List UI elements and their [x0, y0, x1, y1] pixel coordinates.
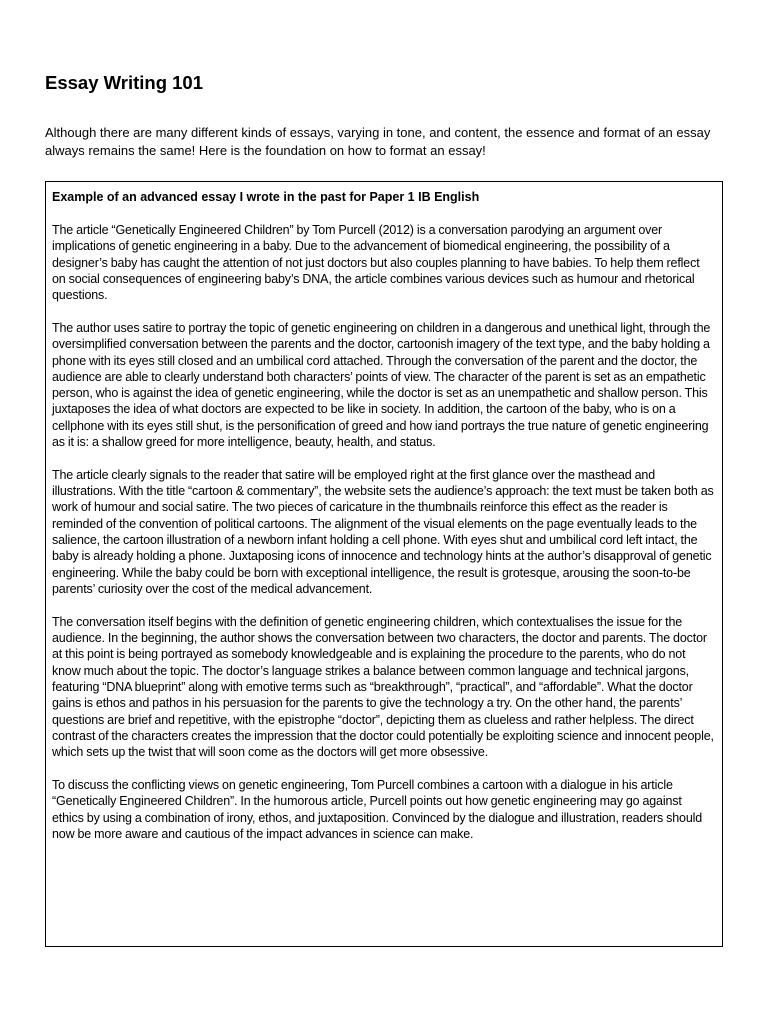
essay-heading: Example of an advanced essay I wrote in the past for Paper 1 IB English — [52, 190, 480, 204]
intro-paragraph: Although there are many different kinds of essays, varying in tone, and content, the essence and format of an essay always remains the same! Here is the foundation on how to format an essay! — [45, 125, 711, 158]
essay-paragraph-conclusion: To discuss the conflicting views on genetic engineering, Tom Purcell combines a cartoon with a dialogue in his article “Genetically Engineered Children”. In the humorous article, Purcell points out how genetic engineering may go against ethics by using a combination of irony, ethos, and juxtaposition. Convinced by the dialogue and illustration, readers should now be more aware and cautious of the impact advances in science can make. — [52, 777, 703, 841]
essay-paragraph-conversation: The conversation itself begins with the definition of genetic engineering children, which contextualises the issue for the audience. In the beginning, the author shows the conversation between two characters, the doctor and parents. The doctor at this point is being portrayed as somebody knowledgeable and is explaining the procedure to the parents, who do not know much about the topic. The doctor’s language strikes a balance between common language and technical jargons, featuring “DNA blueprint” along with emotive terms such as “breakthrough”, “practical”, and “affordable”. What the doctor gains is ethos and pathos in his persuasion for the parents to give the technology a try. On the other hand, the parents’ questions are brief and repetitive, with the epistrophe “doctor”, depicting them as clueless and rather helpless. The direct contrast of the characters creates the impression that the doctor could potentially be exploiting science and innocent people, which sets up the twist that will soon come as the doctors will get more obsessive. — [52, 614, 714, 760]
page-title: Essay Writing 101 — [45, 72, 204, 93]
essay-paragraph-masthead: The article clearly signals to the reader that satire will be employed right at the first glance over the masthead and illustrations. With the title “cartoon & commentary”, the website sets the audience’s approach: the text must be taken both as work of humour and social satire. The two pieces of caricature in the thumbnails reinforce this effect as the reader is reminded of the convention of political cartoons. The alignment of the visual elements on the page eventually leads to the salience, the cartoon illustration of a newborn infant holding a cell phone. With eyes shut and umbilical cord left intact, the baby is already holding a phone. Juxtaposing icons of innocence and technology hints at the author’s disapproval of genetic engineering. While the baby could be born with exceptional intelligence, the result is grotesque, arousing the soon-to-be parents’ curiosity over the cost of the medical advancement. — [52, 467, 714, 596]
essay-paragraph-introduction: The article “Genetically Engineered Children” by Tom Purcell (2012) is a conversation parodying an argument over implications of genetic engineering in a baby. Due to the advancement of biomedical engineering, the possibility of a designer’s baby has caught the attention of not just doctors but also couples planning to have babies. To help them reflect on social consequences of engineering baby’s DNA, the article combines various devices such as humour and rhetorical questions. — [52, 223, 700, 303]
essay-example-box — [45, 181, 723, 947]
essay-paragraph-satire: The author uses satire to portray the topic of genetic engineering on children in a dangerous and unethical light, through the oversimplified conversation between the parents and the doctor, cartoonish imagery of the text type, and the baby holding a phone with its eyes still closed and an umbilical cord attached. Through the conversation of the parent and the doctor, the audience are able to clearly understand both characters’ points of view. The character of the parent is set as an empathetic person, who is against the idea of genetic engineering, while the doctor is set as an unempathetic and shallow person. This juxtaposes the idea of what doctors are expected to be like in society. In addition, the cartoon of the baby, who is on a cellphone with its eyes still shut, is the personification of greed and how iand portrays the true nature of genetic engineering as it is: a shallow greed for more intelligence, beauty, health, and status. — [52, 320, 711, 450]
